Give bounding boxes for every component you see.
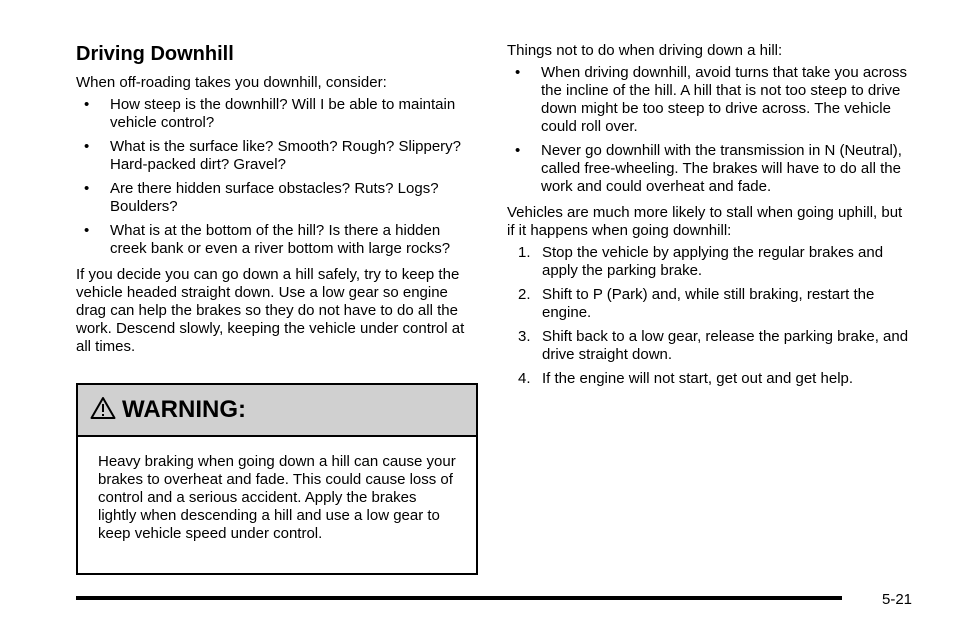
body-paragraph: Vehicles are much more likely to stall when going uphill, but if it happens when going downhill: — [507, 204, 903, 239]
list-item — [76, 138, 476, 174]
bullet-icon: • — [84, 96, 90, 113]
list-item-text: Never go downhill with the transmission in N (Neutral), called free-wheeling. The brakes will have to do all the work and could overheat and fade. — [541, 142, 902, 195]
list-item-text: What is at the bottom of the hill? Is there a hidden creek bank or even a river bottom with large rocks? — [110, 222, 451, 257]
warning-box — [76, 383, 478, 575]
step-number: 2. — [518, 286, 531, 303]
bullet-icon: • — [84, 180, 90, 197]
body-paragraph: If you decide you can go down a hill safely, try to keep the vehicle headed straight down. Use a low gear so engine drag can help the brakes so they do not have to do all the work. Descend slowly, keeping the vehicle under control at all times. — [76, 266, 465, 355]
warning-triangle-icon — [90, 396, 116, 425]
bullet-icon: • — [84, 222, 90, 239]
list-item-text: When driving downhill, avoid turns that take you across the incline of the hill. A hill that is not too steep to drive down might be too steep to drive across. The vehicle could roll over. — [541, 64, 908, 135]
warning-header — [78, 385, 476, 437]
step-text: Shift back to a low gear, release the parking brake, and drive straight down. — [542, 328, 909, 363]
step-text: Stop the vehicle by applying the regular brakes and apply the parking brake. — [542, 244, 884, 279]
list-item — [507, 286, 912, 322]
list-item-text: What is the surface like? Smooth? Rough? Slippery? Hard-packed dirt? Gravel? — [110, 138, 462, 173]
step-number: 1. — [518, 244, 531, 261]
step-number: 4. — [518, 370, 531, 387]
list-item — [507, 370, 912, 388]
warning-title: WARNING: — [122, 396, 246, 423]
list-item — [507, 328, 912, 364]
list-item — [76, 180, 476, 216]
warning-body: Heavy braking when going down a hill can cause your brakes to overheat and fade. This could cause loss of control and a serious accident. Apply the brakes lightly when descending a hill and use a low gear to keep vehicle speed under control. — [98, 453, 456, 542]
step-text: Shift to P (Park) and, while still braking, restart the engine. — [542, 286, 875, 321]
left-column — [76, 42, 476, 356]
list-item-text: Are there hidden surface obstacles? Ruts? Logs? Boulders? — [110, 180, 439, 215]
list-item — [507, 244, 912, 280]
step-number: 3. — [518, 328, 531, 345]
bullet-icon: • — [515, 142, 521, 159]
right-column — [507, 42, 912, 394]
intro-text: Things not to do when driving down a hill: — [507, 42, 783, 59]
consider-list — [76, 96, 476, 258]
list-item — [76, 96, 476, 132]
stall-steps-list — [507, 244, 912, 388]
dont-list — [507, 64, 912, 196]
intro-text: When off-roading takes you downhill, consider: — [76, 74, 387, 91]
section-heading: Driving Downhill — [76, 43, 234, 65]
footer-rule — [76, 596, 842, 600]
list-item — [76, 222, 476, 258]
page-number: 5-21 — [882, 591, 913, 608]
step-text: If the engine will not start, get out and get help. — [542, 370, 854, 387]
list-item — [507, 64, 912, 136]
list-item — [507, 142, 912, 196]
bullet-icon: • — [515, 64, 521, 81]
list-item-text: How steep is the downhill? Will I be able to maintain vehicle control? — [110, 96, 456, 131]
bullet-icon: • — [84, 138, 90, 155]
